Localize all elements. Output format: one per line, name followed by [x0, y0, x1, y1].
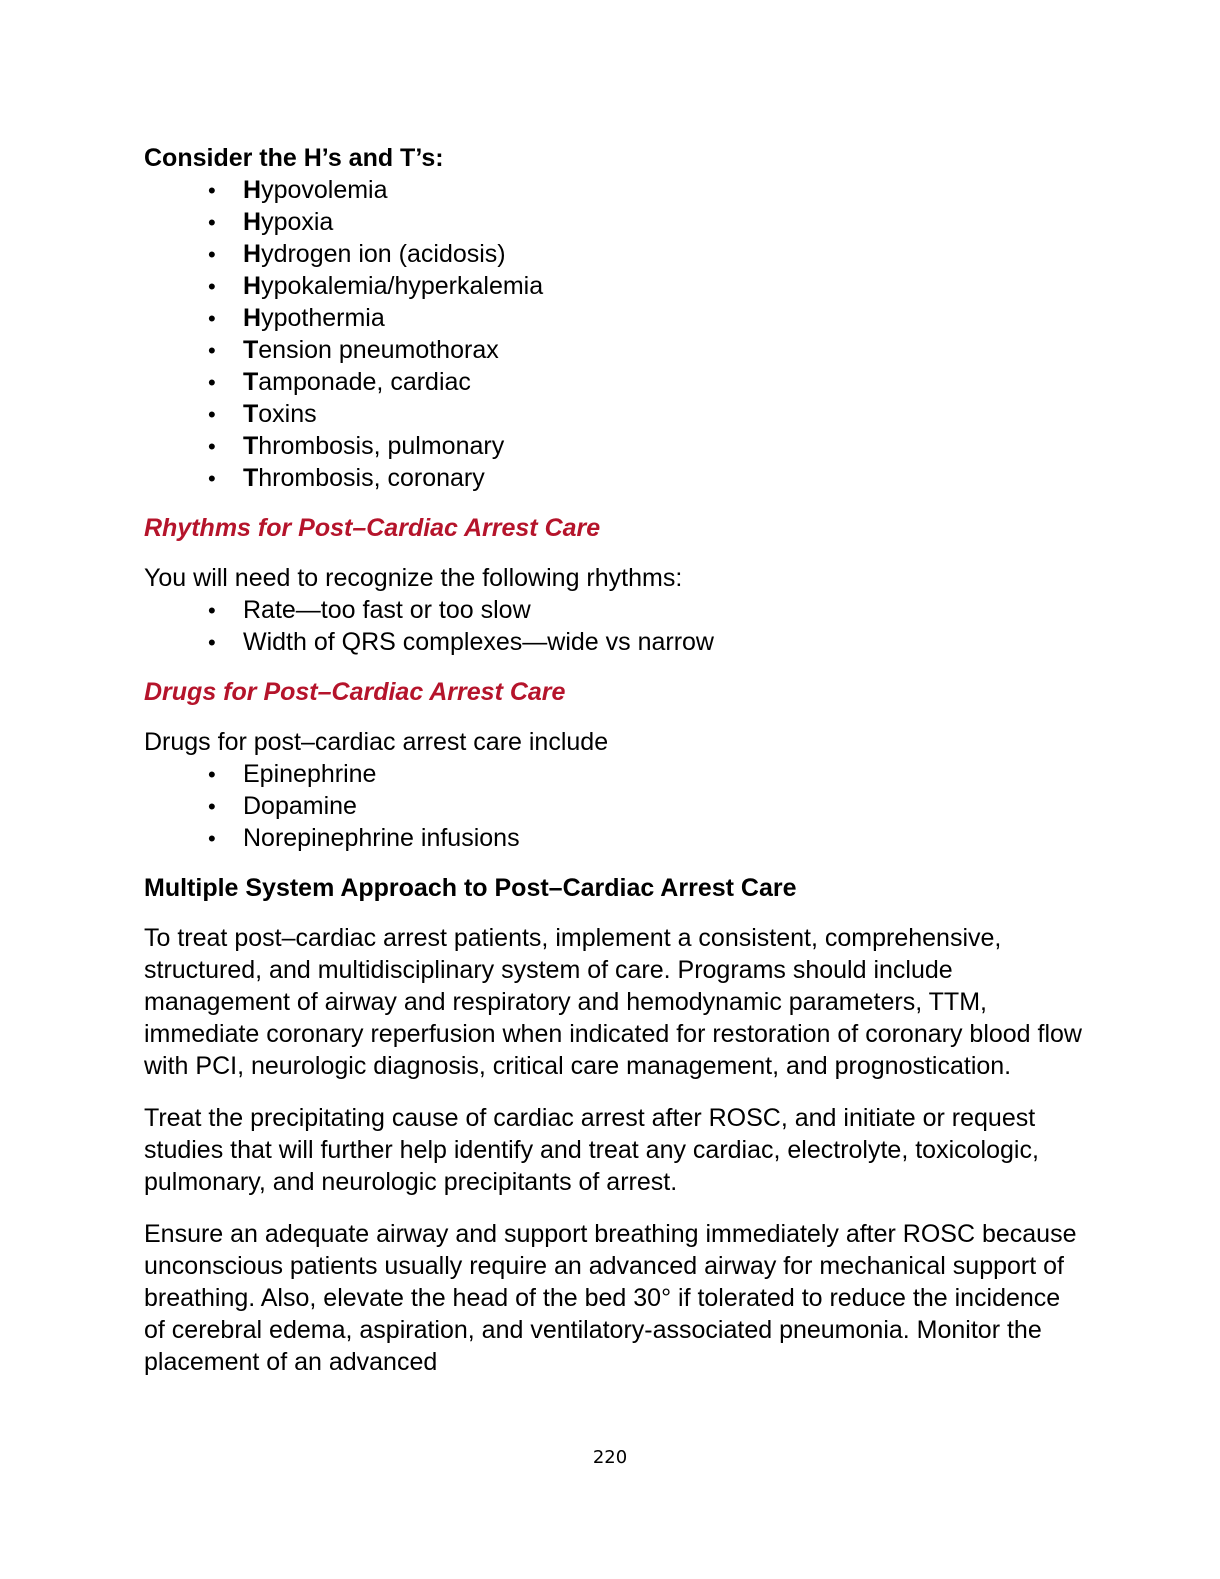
- hs-ts-list: [144, 174, 1084, 494]
- list-item: • Tamponade, cardiac: [144, 366, 1084, 398]
- list-item: • Width of QRS complexes—wide vs narrow: [144, 626, 1084, 658]
- rhythms-list: [144, 594, 1084, 658]
- bullet-icon: •: [208, 274, 216, 299]
- hs-ts-heading: Consider the H’s and T’s:: [144, 144, 444, 172]
- bullet-icon: •: [208, 598, 216, 623]
- drugs-list: [144, 758, 1084, 854]
- spacer: [144, 708, 1084, 726]
- spacer: [144, 854, 1084, 872]
- multiple-system-heading: Multiple System Approach to Post–Cardiac Arrest Care: [144, 874, 797, 902]
- bullet-icon: •: [208, 370, 216, 395]
- spacer: [144, 1198, 1084, 1218]
- bullet-icon: •: [208, 402, 216, 427]
- bullet-icon: •: [208, 434, 216, 459]
- list-item: • Norepinephrine infusions: [144, 822, 1084, 854]
- spacer: [144, 544, 1084, 562]
- list-item: • Thrombosis, pulmonary: [144, 430, 1084, 462]
- multiple-system-paragraph-2: Treat the precipitating cause of cardiac arrest after ROSC, and initiate or request studies that will further help identify and treat any cardiac, electrolyte, toxicologic, pulmonary, and neurologic precipitants of arrest.: [144, 1104, 1039, 1196]
- bullet-icon: •: [208, 826, 216, 851]
- multiple-system-paragraph-3: Ensure an adequate airway and support breathing immediately after ROSC because unconscious patients usually require an advanced airway for mechanical support of breathing. Also, elevate the head of the bed 30° if tolerated to reduce the incidence of cerebral edema, aspiration, and ventilatory-associated pneumonia. Monitor the placement of an advanced: [144, 1220, 1077, 1376]
- list-item: • Hypokalemia/hyperkalemia: [144, 270, 1084, 302]
- list-item: • Hypovolemia: [144, 174, 1084, 206]
- list-item: • Hydrogen ion (acidosis): [144, 238, 1084, 270]
- drugs-intro: Drugs for post–cardiac arrest care include: [144, 728, 609, 756]
- rhythms-heading: Rhythms for Post–Cardiac Arrest Care: [144, 514, 601, 542]
- list-item: • Rate—too fast or too slow: [144, 594, 1084, 626]
- bullet-icon: •: [208, 466, 216, 491]
- spacer: [144, 658, 1084, 676]
- bullet-icon: •: [208, 178, 216, 203]
- rhythms-intro: You will need to recognize the following rhythms:: [144, 564, 683, 592]
- spacer: [144, 904, 1084, 922]
- list-item: • Thrombosis, coronary: [144, 462, 1084, 494]
- bullet-icon: •: [208, 210, 216, 235]
- bullet-icon: •: [208, 794, 216, 819]
- document-page: [144, 142, 1084, 1378]
- drugs-heading: Drugs for Post–Cardiac Arrest Care: [144, 678, 566, 706]
- list-item: • Epinephrine: [144, 758, 1084, 790]
- list-item: • Toxins: [144, 398, 1084, 430]
- list-item: • Tension pneumothorax: [144, 334, 1084, 366]
- list-item: • Hypothermia: [144, 302, 1084, 334]
- bullet-icon: •: [208, 338, 216, 363]
- list-item: • Dopamine: [144, 790, 1084, 822]
- spacer: [144, 1082, 1084, 1102]
- bullet-icon: •: [208, 306, 216, 331]
- bullet-icon: •: [208, 762, 216, 787]
- bullet-icon: •: [208, 630, 216, 655]
- page-number: 220: [592, 1447, 628, 1468]
- multiple-system-paragraph-1: To treat post–cardiac arrest patients, implement a consistent, comprehensive, structured, and multidisciplinary system of care. Programs should include management of airway and respiratory and hemodynamic parameters, TTM, immediate coronary reperfusion when indicated for restoration of coronary blood flow with PCI, neurologic diagnosis, critical care management, and prognostication.: [144, 924, 1082, 1080]
- spacer: [144, 494, 1084, 512]
- list-item: • Hypoxia: [144, 206, 1084, 238]
- bullet-icon: •: [208, 242, 216, 267]
